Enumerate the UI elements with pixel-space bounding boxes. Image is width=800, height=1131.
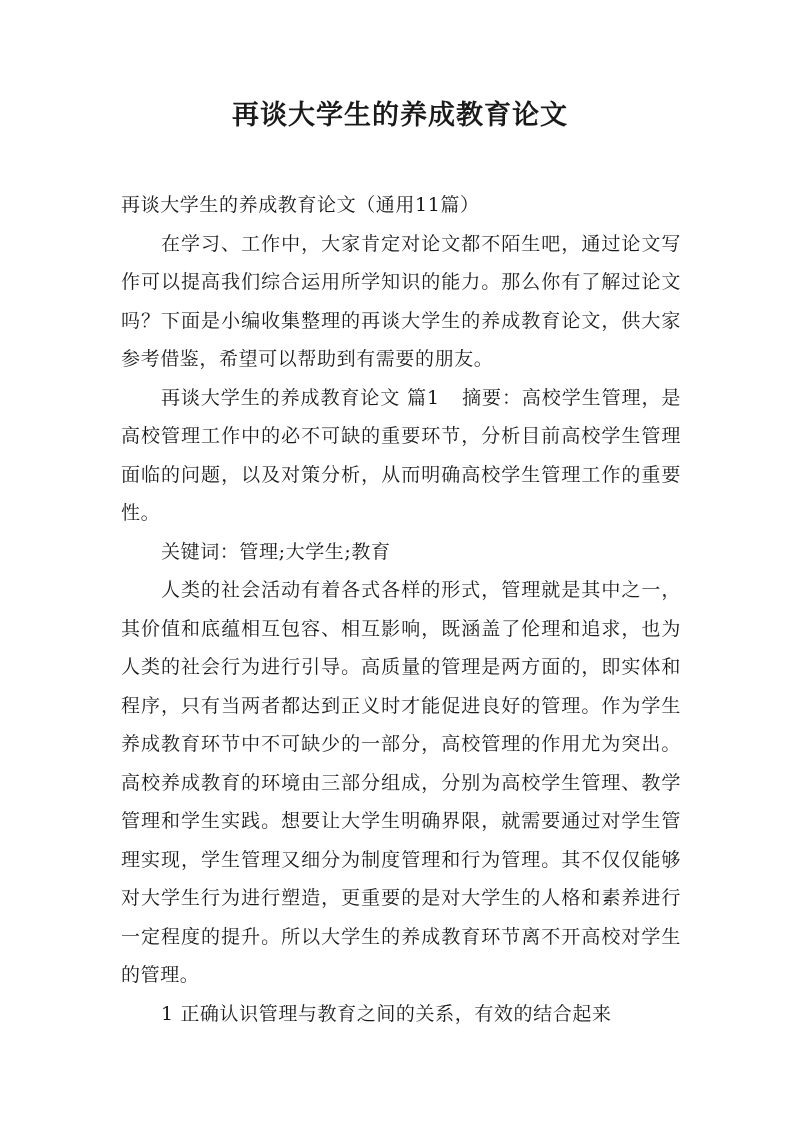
keywords-paragraph: 关键词：管理;大学生;教育 [161,540,391,563]
document-body [121,186,681,1033]
intro-paragraph: 在学习、工作中，大家肯定对论文都不陌生吧，通过论文写作可以提高我们综合运用所学知识的能力。那么你有了解过论文吗？下面是小编收集整理的再谈大学生的养成教育论文，供大家参考借鉴，希望可以帮助到有需要的朋友。 [121,232,681,370]
section-subheading: 1 正确认识管理与教育之间的关系，有效的结合起来 [161,1002,612,1025]
subtitle-paragraph: 再谈大学生的养成教育论文（通用11篇） [121,194,480,216]
document-title: 再谈大学生的养成教育论文 [232,100,568,131]
abstract-text: 摘要：高校学生管理，是高校管理工作中的必不可缺的重要环节，分析目前高校学生管理面临的问题，以及对策分析，从而明确高校学生管理工作的重要性。 [121,386,681,524]
section-heading: 再谈大学生的养成教育论文 篇1 [161,386,440,409]
section-heading-abstract-paragraph [121,379,681,533]
body-paragraph: 人类的社会活动有着各式各样的形式，管理就是其中之一，其价值和底蕴相互包容、相互影响，既涵盖了伦理和追求，也为人类的社会行为进行引导。高质量的管理是两方面的，即实体和程序，只有当两者都达到正义时才能促进良好的管理。作为学生养成教育环节中不可缺少的一部分，高校管理的作用尤为突出。高校养成教育的环境由三部分组成，分别为高校学生管理、教学管理和学生实践。想要让大学生明确界限，就需要通过对学生管理实现，学生管理又细分为制度管理和行为管理。其不仅仅能够对大学生行为进行塑造，更重要的是对大学生的人格和素养进行一定程度的提升。所以大学生的养成教育环节离不开高校对学生的管理。 [121,579,681,986]
